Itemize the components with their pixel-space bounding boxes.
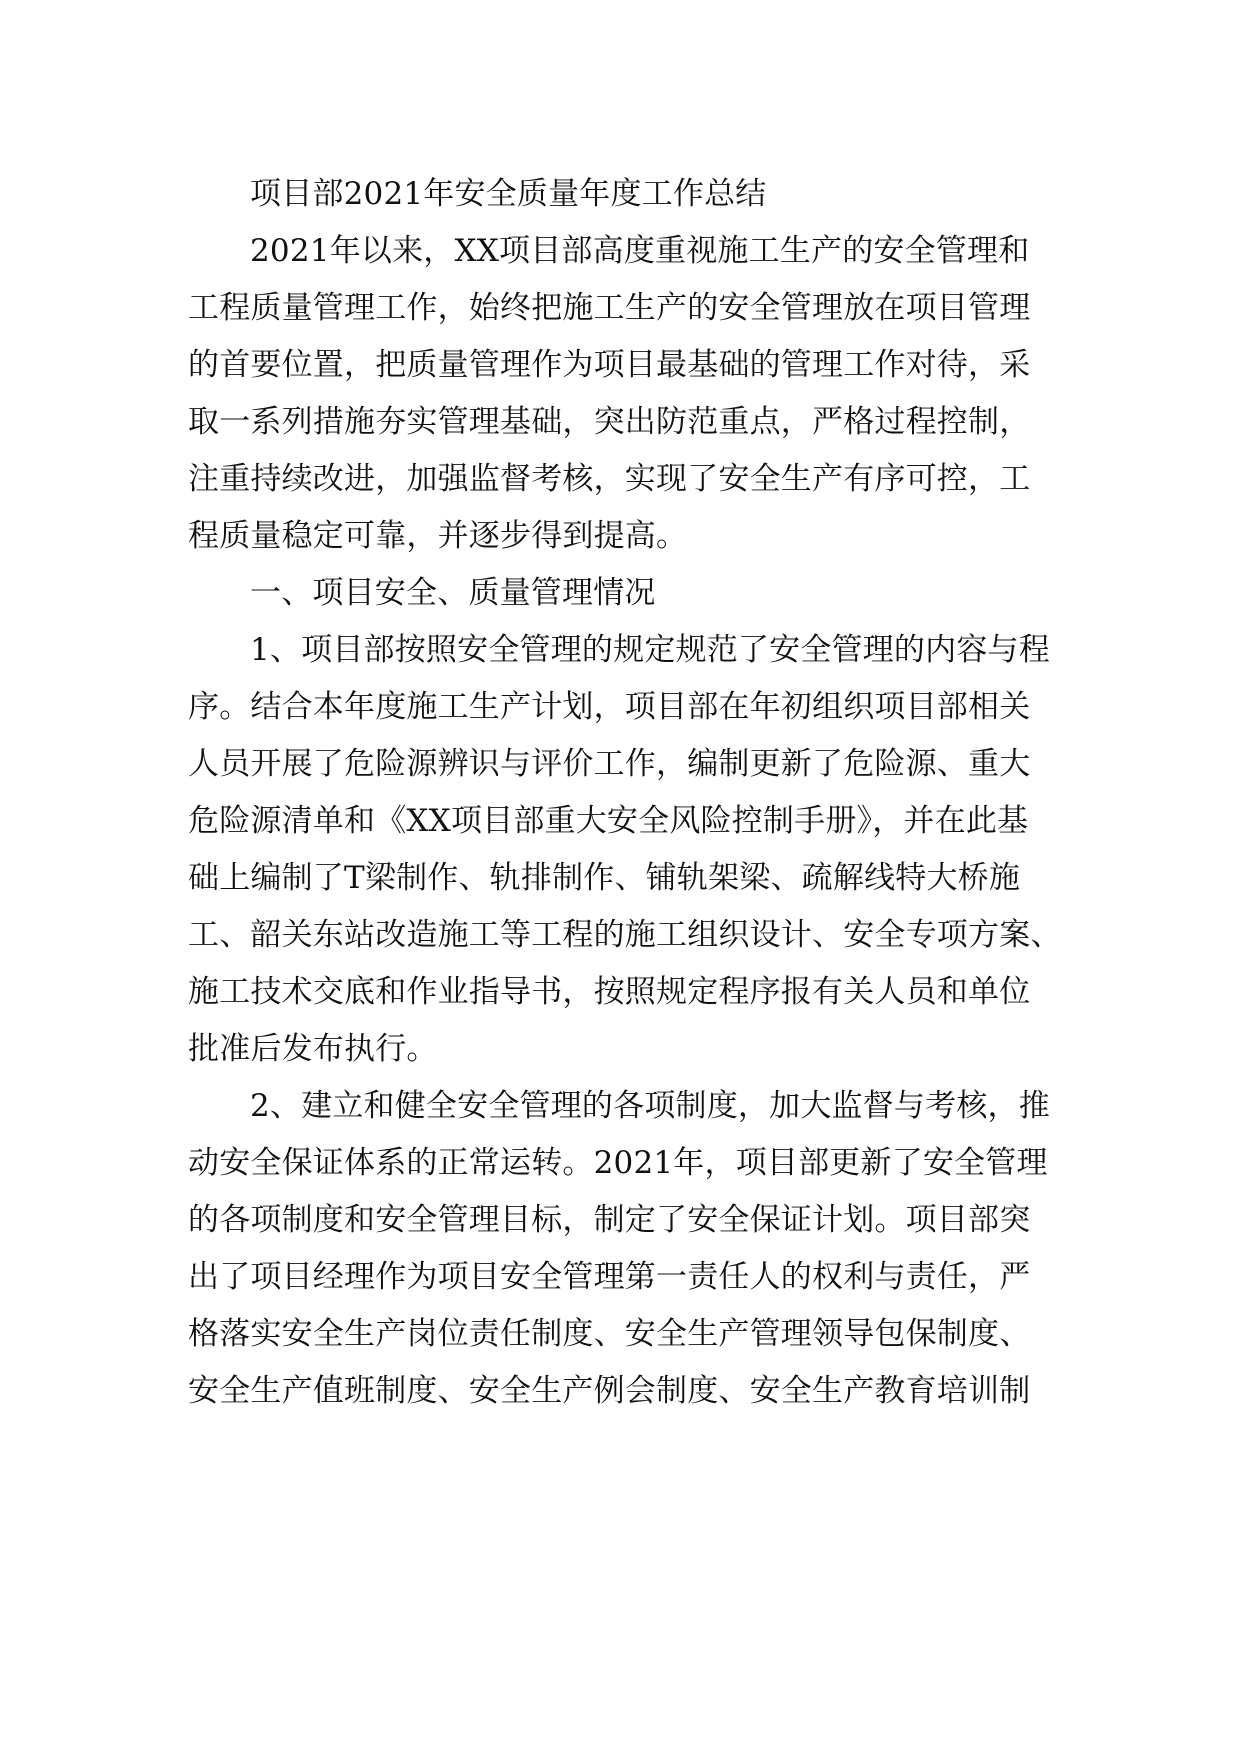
paragraph-3-line-3: 的各项制度和安全管理目标，制定了安全保证计划。项目部突 [188,1202,1031,1238]
paragraph-2-line-4: 危险源清单和《XX项目部重大安全风险控制手册》，并在此基 [188,803,1029,839]
paragraph-3-line-4: 出了项目经理作为项目安全管理第一责任人的权利与责任，严 [188,1259,1031,1295]
paragraph-1-line-4: 取一系列措施夯实管理基础，突出防范重点，严格过程控制， [188,404,1031,440]
section-heading-1: 一、项目安全、质量管理情况 [250,575,656,611]
paragraph-3-line-2: 动安全保证体系的正常运转。2021年，项目部更新了安全管理 [188,1145,1048,1181]
paragraph-2-line-5: 础上编制了T梁制作、轨排制作、铺轨架梁、疏解线特大桥施 [188,860,1021,896]
paragraph-1-line-1: 2021年以来，XX项目部高度重视施工生产的安全管理和 [250,233,1030,269]
paragraph-2-line-7: 施工技术交底和作业指导书，按照规定程序报有关人员和单位 [188,974,1031,1010]
paragraph-2-line-1: 1、项目部按照安全管理的规定规范了安全管理的内容与程 [250,632,1050,668]
paragraph-2-line-8: 批准后发布执行。 [188,1031,438,1067]
paragraph-2-line-6: 工、韶关东站改造施工等工程的施工组织设计、安全专项方案、 [188,917,1062,953]
paragraph-3-line-1: 2、建立和健全安全管理的各项制度，加大监督与考核，推 [250,1088,1050,1124]
paragraph-2-line-3: 人员开展了危险源辨识与评价工作，编制更新了危险源、重大 [188,746,1031,782]
document-title: 项目部2021年安全质量年度工作总结 [250,176,767,212]
paragraph-1-line-6: 程质量稳定可靠，并逐步得到提高。 [188,518,688,554]
paragraph-3-line-6: 安全生产值班制度、安全生产例会制度、安全生产教育培训制 [188,1373,1031,1409]
paragraph-2-line-2: 序。结合本年度施工生产计划，项目部在年初组织项目部相关 [188,689,1031,725]
paragraph-1-line-5: 注重持续改进，加强监督考核，实现了安全生产有序可控，工 [188,461,1031,497]
paragraph-3-line-5: 格落实安全生产岗位责任制度、安全生产管理领导包保制度、 [188,1316,1031,1352]
paragraph-1-line-3: 的首要位置，把质量管理作为项目最基础的管理工作对待，采 [188,347,1031,383]
paragraph-1-line-2: 工程质量管理工作，始终把施工生产的安全管理放在项目管理 [188,290,1031,326]
